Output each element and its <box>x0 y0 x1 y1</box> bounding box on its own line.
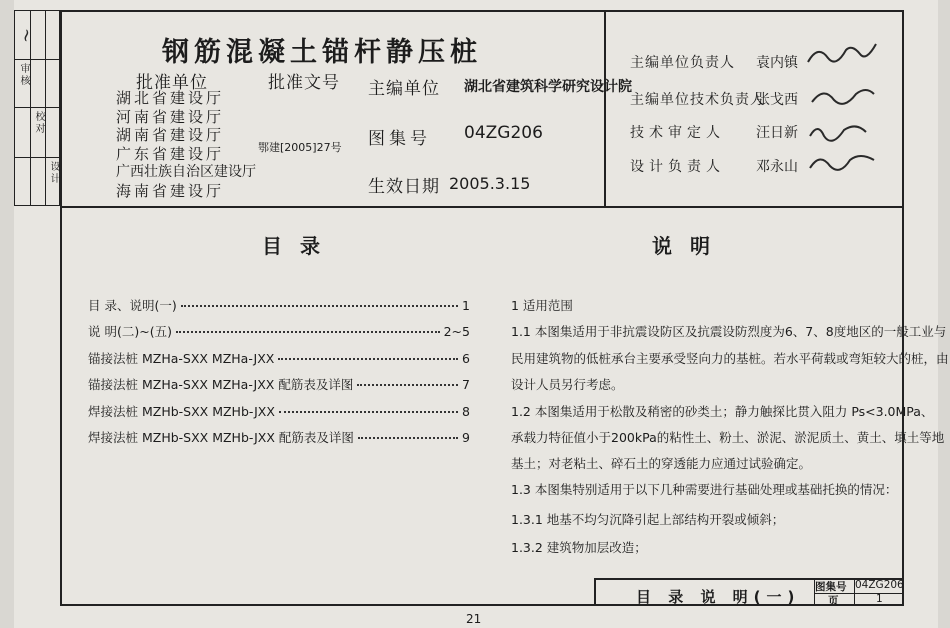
approval-unit: 广西壮族自治区建设厅 <box>116 164 256 180</box>
strip-label-design: 设计 <box>48 161 59 185</box>
signatures <box>804 36 894 186</box>
toc-item: 说 明(二)~(五) 2~5 <box>88 324 470 339</box>
notes-line: 民用建筑物的低桩承台主要承受竖向力的基桩。若水平荷载或弯矩较大的桩，由 <box>511 351 949 366</box>
approval-unit: 河南省建设厅 <box>116 107 225 126</box>
signature-stroke <box>810 156 874 170</box>
role-name: 张戈西 <box>756 92 798 108</box>
title-block-title: 目 录 说 明(一) <box>636 588 801 606</box>
approval-unit: 湖北省建设厅 <box>116 89 225 107</box>
atlas-no: 04ZG206 <box>464 123 543 143</box>
toc-item: 目 录、说明(一) 1 <box>88 298 470 313</box>
strip-signature: ~ <box>14 26 39 45</box>
strip-label-check: 校对 <box>33 111 44 135</box>
approval-doc-no: 鄂建[2005]27号 <box>258 141 342 154</box>
effective-date: 2005.3.15 <box>449 174 531 193</box>
header-bottom-rule <box>60 206 904 208</box>
approval-units-list <box>116 89 256 200</box>
chief-unit-label: 主编单位 <box>368 79 440 99</box>
toc-item: 焊接法桩 MZHb-SXX MZHb-JXX 8 <box>88 404 470 419</box>
title-block-page: 1 <box>876 593 883 605</box>
approval-unit: 海南省建设厅 <box>116 181 225 200</box>
title-block-atlas-no: 04ZG206 <box>855 579 904 591</box>
toc-title: 目录 <box>262 234 338 258</box>
role-label: 技术审定人 <box>630 125 725 141</box>
signature-stroke <box>812 90 874 104</box>
approval-unit: 广东省建设厅 <box>116 144 225 163</box>
notes-title: 说明 <box>652 234 728 258</box>
page-number: 21 <box>466 612 482 626</box>
approval-unit: 湖南省建设厅 <box>116 126 225 144</box>
strip-label-review: 审核 <box>18 63 29 87</box>
notes-line: 承载力特征值小于200kPa的粘性土、粉土、淤泥、淤泥质土、黄土、填土等地 <box>511 430 945 445</box>
binding-strip <box>14 10 60 206</box>
atlas-no-label: 图集号 <box>368 129 431 149</box>
signature-stroke <box>810 126 866 140</box>
notes-line: 1.1 本图集适用于非抗震设防区及抗震设防烈度为6、7、8度地区的一般工业与 <box>511 324 947 339</box>
toc-item: 锚接法桩 MZHa-SXX MZHa-JXX 6 <box>88 351 470 366</box>
header-divider <box>604 10 606 206</box>
role-name: 袁内镇 <box>756 55 798 71</box>
role-name: 邓永山 <box>756 159 798 175</box>
approval-doc-label: 批准文号 <box>268 73 340 93</box>
notes-line: 1.3.1 地基不均匀沉降引起上部结构开裂或倾斜； <box>511 512 785 527</box>
signature-stroke <box>808 44 876 62</box>
toc-item: 锚接法桩 MZHa-SXX MZHa-JXX 配筋表及详图 7 <box>88 377 470 392</box>
title-block-page-label: 页 <box>828 595 839 607</box>
approval-units-label: 批准单位 <box>136 73 208 93</box>
notes-line: 1.2 本图集适用于松散及稍密的砂类土；静力触探比贯入阻力 Ps<3.0MPa、 <box>511 404 934 419</box>
role-label: 主编单位技术负责人 <box>630 92 765 108</box>
notes-line: 设计人员另行考虑。 <box>511 377 624 392</box>
role-label: 主编单位负责人 <box>630 55 735 71</box>
chief-unit: 湖北省建筑科学研究设计院 <box>464 79 632 95</box>
atlas-title: 钢筋混凝土锚杆静压桩 <box>162 37 482 68</box>
effective-date-label: 生效日期 <box>368 177 440 197</box>
notes-line: 1 适用范围 <box>511 298 573 313</box>
role-name: 汪日新 <box>756 125 798 141</box>
notes-line: 1.3.2 建筑物加层改造； <box>511 540 647 555</box>
role-label: 设计负责人 <box>630 159 725 175</box>
toc-item: 焊接法桩 MZHb-SXX MZHb-JXX 配筋表及详图 9 <box>88 430 470 445</box>
title-block-atlas-label: 图集号 <box>815 581 847 593</box>
notes-line: 基土；对老粘土、碎石土的穿透能力应通过试验确定。 <box>511 456 812 471</box>
notes-line: 1.3 本图集特别适用于以下几种需要进行基础处理或基础托换的情况： <box>511 482 898 497</box>
